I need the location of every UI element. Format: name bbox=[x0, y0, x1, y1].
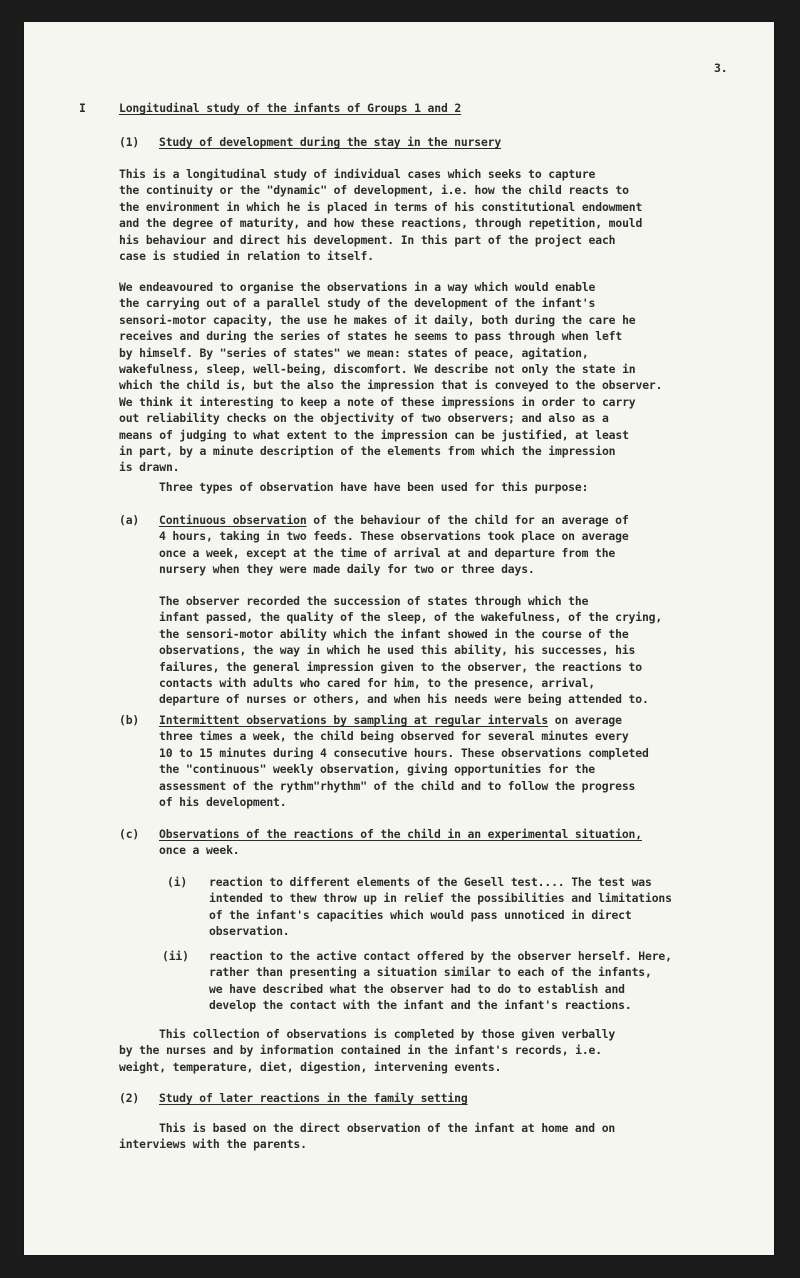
page-number: 3. bbox=[714, 61, 728, 75]
item-a-body: of the behaviour of the child for an average of 4 hours, taking in two feeds. These observations took place on average once a week, except at the time of arrival at and departure from the nursery when they were made daily for two or three days. bbox=[159, 513, 629, 577]
paragraph-3: Three types of observation have have been used for this purpose: bbox=[159, 480, 589, 494]
subsection-1-number: (1) bbox=[119, 135, 140, 149]
typed-page bbox=[24, 22, 774, 1255]
subsection-2-number: (2) bbox=[119, 1091, 140, 1105]
item-a-heading: Continuous observation bbox=[159, 513, 307, 527]
item-c-ii-text: reaction to the active contact offered by the observer herself. Here, rather than presenting a situation similar to each of the infants, we have described what the observer had to do to establish and develop the contact with the infant and the infant's reactions. bbox=[209, 949, 672, 1013]
item-b-label: (b) bbox=[119, 713, 140, 727]
item-b-text bbox=[159, 712, 649, 810]
item-b-heading: Intermittent observations by sampling at regular intervals bbox=[159, 713, 549, 727]
item-c-body: once a week. bbox=[159, 843, 240, 858]
item-c-i-label: (i) bbox=[167, 875, 188, 889]
item-a-paragraph: The observer recorded the succession of states through which the infant passed, the quality of the sleep, of the wakefulness, of the crying, the sensori-motor ability which the infant showed in the course of the observations, the way in which he used this ability, his successes, his failures, the general impression given to the observer, the reactions to contacts with adults who cared for him, to the presence, arrival, departure of nurses or others, and when his needs were being attended to. bbox=[159, 594, 663, 707]
paragraph-1: This is a longitudinal study of individual cases which seeks to capture the continuity or the "dynamic" of development, i.e. how the child reacts to the environment in which he is placed in terms of his constitutional endowment and the degree of maturity, and how these reactions, through repetition, mould his behaviour and direct his development. In this part of the project each case is studied in relation to itself. bbox=[119, 167, 643, 264]
item-b-body: on average three times a week, the child being observed for several minutes every 10 to 15 minutes during 4 consecutive hours. These observations completed the "continuous" weekly observation, giving opportunities for the assessment of the rythm"rhythm" of the child and to follow the progress of his development. bbox=[159, 713, 649, 810]
item-c-text bbox=[159, 826, 642, 859]
item-a-text bbox=[159, 512, 629, 578]
subsection-2-title: Study of later reactions in the family setting bbox=[159, 1091, 468, 1105]
item-c-paragraph: This collection of observations is completed by those given verbally by the nurses and by information contained in the infant's records, i.e. weight, temperature, diet, digestion, intervening events. bbox=[119, 1027, 616, 1074]
item-c-i-text: reaction to different elements of the Gesell test.... The test was intended to thew throw up in relief the possibilities and limitations of the infant's capacities which would pass unnoticed in direct observation. bbox=[209, 875, 672, 939]
section-numeral: I bbox=[79, 101, 86, 115]
subsection-1-title: Study of development during the stay in the nursery bbox=[159, 135, 502, 149]
section-title: Longitudinal study of the infants of Groups 1 and 2 bbox=[119, 101, 462, 115]
item-c-heading: Observations of the reactions of the child in an experimental situation, bbox=[159, 827, 642, 841]
subsection-2-paragraph: This is based on the direct observation of the infant at home and on interviews with the parents. bbox=[119, 1121, 616, 1152]
item-c-ii-label: (ii) bbox=[162, 949, 189, 963]
paragraph-2: We endeavoured to organise the observations in a way which would enable the carrying out of a parallel study of the development of the infant's sensori-motor capacity, the use he makes of it daily, both during the care he receives and during the series of states he seems to pass through when left by himself. By "series of states" we mean: states of peace, agitation, wakefulness, sleep, well-being, discomfort. We describe not only the state in which the child is, but the also the impression that is conveyed to the observer. We think it interesting to keep a note of these impressions in order to carry out reliability checks on the objectivity of two observers; and also as a means of judging to what extent to the impression can be justified, at least in part, by a minute description of the elements from which the impression is drawn. bbox=[119, 280, 663, 475]
item-a-label: (a) bbox=[119, 513, 140, 527]
item-c-label: (c) bbox=[119, 827, 140, 841]
